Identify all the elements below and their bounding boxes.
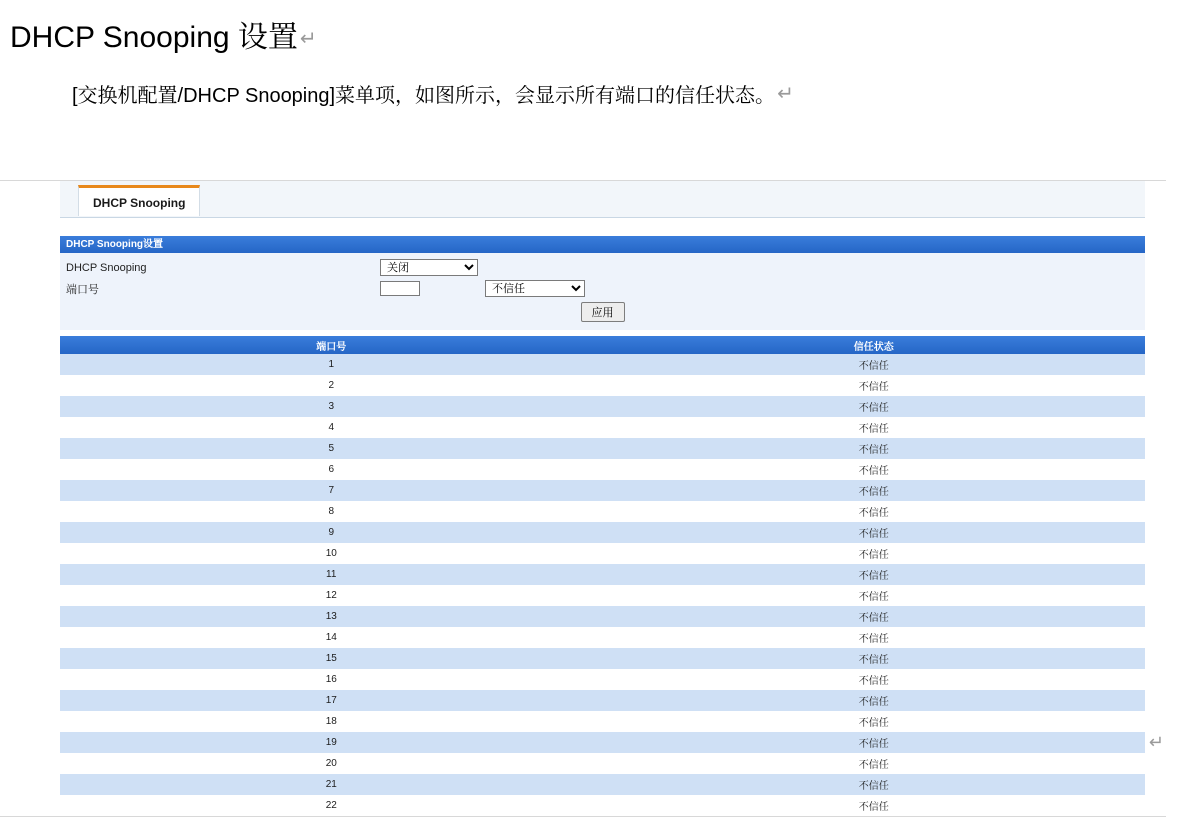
table-row (60, 522, 1145, 543)
tab-bar (60, 181, 1145, 218)
table-header-row (60, 336, 1145, 354)
tab-dhcp-snooping[interactable]: DHCP Snooping (78, 185, 200, 216)
cell-port: 17 (60, 690, 603, 711)
table-row (60, 543, 1145, 564)
table-row (60, 795, 1145, 816)
cell-port: 15 (60, 648, 603, 669)
form-row-port (60, 278, 1145, 299)
table-row (60, 417, 1145, 438)
cell-trust-state: 不信任 (603, 732, 1146, 753)
cell-port: 6 (60, 459, 603, 480)
cell-trust-state: 不信任 (603, 648, 1146, 669)
table-row (60, 585, 1145, 606)
cell-port: 9 (60, 522, 603, 543)
table-row (60, 438, 1145, 459)
cell-port: 2 (60, 375, 603, 396)
paragraph-mark-icon: ↵ (299, 28, 317, 50)
cell-port: 20 (60, 753, 603, 774)
cell-trust-state: 不信任 (603, 438, 1146, 459)
table-row (60, 648, 1145, 669)
table-row (60, 690, 1145, 711)
table-row (60, 375, 1145, 396)
table-row (60, 501, 1145, 522)
column-header-port: 端口号 (60, 336, 603, 354)
form-row-dhcp-snooping (60, 257, 1145, 278)
column-header-trust-state: 信任状态 (603, 336, 1146, 354)
embedded-screenshot (0, 180, 1166, 817)
intro-paragraph (72, 80, 1200, 110)
cell-trust-state: 不信任 (603, 480, 1146, 501)
table-row (60, 711, 1145, 732)
cell-port: 21 (60, 774, 603, 795)
table-row (60, 732, 1145, 753)
table-head (60, 336, 1145, 354)
cell-trust-state: 不信任 (603, 711, 1146, 732)
table-row (60, 669, 1145, 690)
apply-row (60, 299, 1145, 326)
cell-trust-state: 不信任 (603, 522, 1146, 543)
cell-port: 1 (60, 354, 603, 375)
cell-trust-state: 不信任 (603, 795, 1146, 816)
paragraph-mark-icon: ↵ (777, 83, 794, 105)
cell-port: 18 (60, 711, 603, 732)
cell-port: 7 (60, 480, 603, 501)
cell-port: 4 (60, 417, 603, 438)
cell-trust-state: 不信任 (603, 753, 1146, 774)
intro-paragraph-text: [交换机配置/DHCP Snooping]菜单项，如图所示，会显示所有端口的信任状态。 (72, 85, 776, 107)
cell-port: 3 (60, 396, 603, 417)
cell-trust-state: 不信任 (603, 354, 1146, 375)
dhcp-snooping-label: DHCP Snooping (66, 261, 147, 274)
table-row (60, 627, 1145, 648)
table-row (60, 396, 1145, 417)
table-row (60, 753, 1145, 774)
trust-state-select[interactable] (485, 280, 585, 297)
cell-port: 10 (60, 543, 603, 564)
cell-port: 22 (60, 795, 603, 816)
table-row (60, 564, 1145, 585)
cell-trust-state: 不信任 (603, 669, 1146, 690)
cell-port: 11 (60, 564, 603, 585)
table-row (60, 774, 1145, 795)
cell-trust-state: 不信任 (603, 627, 1146, 648)
dhcp-snooping-select[interactable] (380, 259, 478, 276)
cell-trust-state: 不信任 (603, 585, 1146, 606)
cell-port: 8 (60, 501, 603, 522)
table-body (60, 354, 1145, 816)
cell-port: 13 (60, 606, 603, 627)
table-row (60, 354, 1145, 375)
cell-trust-state: 不信任 (603, 417, 1146, 438)
paragraph-mark-icon: ↵ (1148, 732, 1164, 752)
cell-port: 16 (60, 669, 603, 690)
cell-port: 5 (60, 438, 603, 459)
page-title-text: DHCP Snooping 设置 (10, 21, 298, 54)
section-header: DHCP Snooping设置 (60, 236, 1145, 253)
cell-trust-state: 不信任 (603, 564, 1146, 585)
cell-port: 14 (60, 627, 603, 648)
cell-trust-state: 不信任 (603, 459, 1146, 480)
cell-trust-state: 不信任 (603, 396, 1146, 417)
table-row (60, 480, 1145, 501)
port-label: 端口号 (66, 283, 99, 296)
settings-form (60, 253, 1145, 330)
port-trust-table (60, 336, 1145, 816)
table-row (60, 606, 1145, 627)
cell-trust-state: 不信任 (603, 543, 1146, 564)
cell-port: 12 (60, 585, 603, 606)
panel-spacer (60, 218, 1145, 236)
cell-trust-state: 不信任 (603, 774, 1146, 795)
table-row (60, 459, 1145, 480)
cell-trust-state: 不信任 (603, 690, 1146, 711)
cell-port: 19 (60, 732, 603, 753)
apply-button[interactable]: 应用 (581, 302, 625, 322)
cell-trust-state: 不信任 (603, 606, 1146, 627)
cell-trust-state: 不信任 (603, 375, 1146, 396)
cell-trust-state: 不信任 (603, 501, 1146, 522)
port-input[interactable] (380, 281, 420, 296)
page-title (10, 20, 1200, 56)
web-ui-panel (60, 181, 1145, 816)
